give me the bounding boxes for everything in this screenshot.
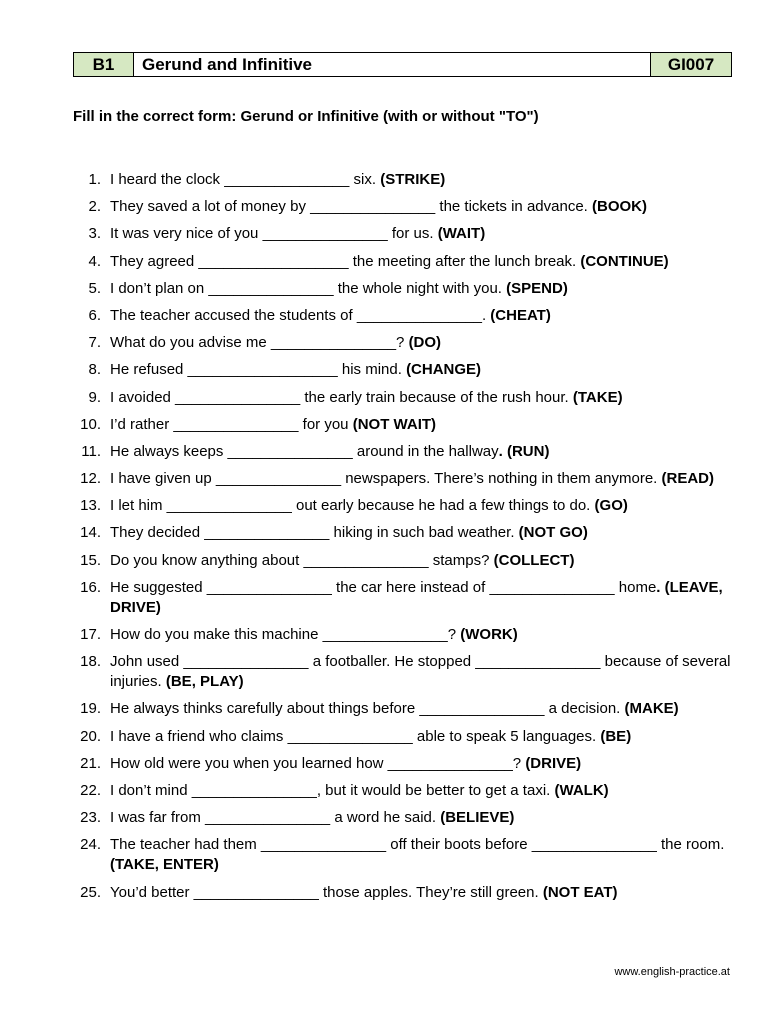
exercise-sentence: They agreed __________________ the meeting after the lunch break. xyxy=(110,252,581,270)
exercise-text xyxy=(110,727,738,747)
exercise-hint: . (RUN) xyxy=(498,442,550,460)
exercise-hint: (DO) xyxy=(408,334,442,352)
exercise-item xyxy=(73,699,738,719)
exercise-number: 5. xyxy=(88,279,101,297)
exercise-sentence: How old were you when you learned how _______________? xyxy=(110,754,526,772)
exercise-item xyxy=(73,625,738,645)
exercise-text xyxy=(110,197,738,217)
exercise-number: 19. xyxy=(80,700,101,718)
exercise-text xyxy=(110,883,738,903)
exercise-text xyxy=(110,625,738,645)
exercise-sentence: I was far from _______________ a word he said. xyxy=(110,809,441,827)
exercise-text xyxy=(110,523,738,543)
exercise-sentence: The teacher had them _______________ off their boots before _______________ the room. xyxy=(110,836,725,854)
exercise-sentence: He refused __________________ his mind. xyxy=(110,361,407,379)
exercise-sentence: I don’t plan on _______________ the whole night with you. xyxy=(110,279,507,297)
exercise-sentence: The teacher accused the students of _______________. xyxy=(110,306,491,324)
exercise-hint: (BE, PLAY) xyxy=(165,673,244,691)
exercise-text xyxy=(110,652,738,692)
exercise-hint: (STRIKE) xyxy=(380,171,446,188)
exercise-text xyxy=(110,306,738,326)
exercise-text xyxy=(110,551,738,571)
exercise-item xyxy=(73,578,738,618)
exercise-text xyxy=(110,754,738,774)
exercise-sentence: I’d rather _______________ for you xyxy=(110,415,353,433)
exercise-number: 2. xyxy=(88,198,101,216)
exercise-sentence: They decided _______________ hiking in such bad weather. xyxy=(110,524,519,542)
exercise-number: 15. xyxy=(80,551,101,569)
exercise-number: 7. xyxy=(88,334,101,352)
exercise-sentence: What do you advise me _______________? xyxy=(110,334,409,352)
exercise-hint: (NOT EAT) xyxy=(542,883,618,901)
exercise-hint: (SPEND) xyxy=(506,279,568,297)
exercise-item xyxy=(73,652,738,692)
exercise-text xyxy=(110,360,738,380)
exercise-hint: (NOT GO) xyxy=(518,524,588,542)
exercise-number: 22. xyxy=(80,781,101,799)
exercise-hint: (WALK) xyxy=(554,781,609,799)
exercise-text xyxy=(110,469,738,489)
exercise-item xyxy=(73,415,738,435)
exercise-item xyxy=(73,197,738,217)
exercise-item xyxy=(73,727,738,747)
exercise-hint: . (LEAVE, DRIVE) xyxy=(110,578,723,616)
exercise-sentence: I have given up _______________ newspapers. There’s nothing in them anymore. xyxy=(110,470,662,488)
exercise-item xyxy=(73,279,738,299)
exercise-sentence: John used _______________ a footballer. He stopped _______________ because of several injuries. xyxy=(110,653,731,691)
exercise-number: 25. xyxy=(80,883,101,901)
exercise-sentence: I have a friend who claims _______________ able to speak 5 languages. xyxy=(110,727,601,745)
exercise-number: 12. xyxy=(80,470,101,488)
instruction: Fill in the correct form: Gerund or Infinitive (with or without "TO") xyxy=(73,108,539,125)
exercise-hint: (GO) xyxy=(594,497,628,515)
worksheet-title: Gerund and Infinitive xyxy=(134,53,651,76)
exercise-item xyxy=(73,781,738,801)
exercise-item xyxy=(73,360,738,380)
exercise-sentence: He always keeps _______________ around in the hallway xyxy=(110,442,499,460)
exercise-item xyxy=(73,754,738,774)
exercise-number: 4. xyxy=(88,252,101,270)
exercise-number: 20. xyxy=(80,727,101,745)
exercise-sentence: They saved a lot of money by _______________ the tickets in advance. xyxy=(110,198,592,216)
exercise-sentence: It was very nice of you _______________ for us. xyxy=(110,225,438,243)
exercise-number: 23. xyxy=(80,809,101,827)
level-badge: B1 xyxy=(74,53,134,76)
exercise-number: 3. xyxy=(88,225,101,243)
exercise-item xyxy=(73,808,738,828)
exercise-hint: (DRIVE) xyxy=(525,754,582,772)
exercise-item xyxy=(73,224,738,244)
exercise-number: 17. xyxy=(80,626,101,643)
exercise-hint: (BOOK) xyxy=(592,198,647,216)
exercise-sentence: I let him _______________ out early because he had a few things to do. xyxy=(110,497,595,515)
exercise-text xyxy=(110,224,738,244)
exercise-item xyxy=(73,333,738,353)
exercise-number: 10. xyxy=(80,415,101,433)
exercise-number: 16. xyxy=(80,578,101,596)
exercise-sentence: You’d better _______________ those apples. They’re still green. xyxy=(110,883,543,901)
footer-url: www.english-practice.at xyxy=(614,966,730,978)
exercise-hint: (NOT WAIT) xyxy=(352,415,437,433)
exercise-number: 6. xyxy=(88,306,101,324)
exercise-hint: (WORK) xyxy=(460,626,518,643)
exercise-sentence: I heard the clock _______________ six. xyxy=(110,171,381,188)
exercise-text xyxy=(110,808,738,828)
exercise-hint: (CHANGE) xyxy=(406,361,482,379)
exercise-text xyxy=(110,279,738,299)
exercise-number: 21. xyxy=(80,754,101,772)
exercise-text xyxy=(110,170,738,190)
exercise-hint: (CHEAT) xyxy=(490,306,551,324)
exercise-item xyxy=(73,252,738,272)
exercise-number: 11. xyxy=(81,442,101,460)
exercise-text xyxy=(110,415,738,435)
exercise-item xyxy=(73,388,738,408)
exercise-hint: (TAKE, ENTER) xyxy=(110,856,219,874)
exercise-sentence: I don’t mind _______________, but it would be better to get a taxi. xyxy=(110,781,555,799)
exercise-text xyxy=(110,442,738,462)
worksheet-header xyxy=(73,52,732,77)
exercise-hint: (TAKE) xyxy=(572,388,623,406)
exercise-hint: (BE) xyxy=(600,727,632,745)
exercise-item xyxy=(73,523,738,543)
exercise-item xyxy=(73,442,738,462)
exercise-hint: (READ) xyxy=(661,470,714,488)
exercise-number: 14. xyxy=(80,524,101,542)
exercise-item xyxy=(73,835,738,875)
exercise-hint: (CONTINUE) xyxy=(580,252,669,270)
exercise-number: 1. xyxy=(88,171,101,188)
exercise-item xyxy=(73,883,738,903)
exercise-text xyxy=(110,333,738,353)
exercise-number: 24. xyxy=(80,836,101,854)
exercise-item xyxy=(73,170,738,190)
exercise-number: 8. xyxy=(88,361,101,379)
exercise-text xyxy=(110,252,738,272)
exercise-text xyxy=(110,388,738,408)
exercise-number: 9. xyxy=(88,388,101,406)
exercise-list xyxy=(73,170,738,910)
worksheet-code: GI007 xyxy=(651,53,731,76)
exercise-text xyxy=(110,496,738,516)
exercise-item xyxy=(73,306,738,326)
exercise-text xyxy=(110,781,738,801)
exercise-sentence: He suggested _______________ the car here instead of _______________ home xyxy=(110,578,657,596)
exercise-item xyxy=(73,551,738,571)
exercise-text xyxy=(110,835,738,875)
exercise-sentence: He always thinks carefully about things before _______________ a decision. xyxy=(110,700,625,718)
exercise-hint: (MAKE) xyxy=(624,700,679,718)
exercise-text xyxy=(110,578,738,618)
exercise-text xyxy=(110,699,738,719)
exercise-item xyxy=(73,469,738,489)
exercise-number: 18. xyxy=(80,653,101,671)
exercise-sentence: How do you make this machine _______________? xyxy=(110,626,461,643)
exercise-hint: (COLLECT) xyxy=(493,551,575,569)
exercise-sentence: I avoided _______________ the early train because of the rush hour. xyxy=(110,388,573,406)
exercise-sentence: Do you know anything about _______________ stamps? xyxy=(110,551,494,569)
exercise-hint: (WAIT) xyxy=(437,225,486,243)
exercise-item xyxy=(73,496,738,516)
exercise-number: 13. xyxy=(80,497,101,515)
exercise-hint: (BELIEVE) xyxy=(440,809,515,827)
